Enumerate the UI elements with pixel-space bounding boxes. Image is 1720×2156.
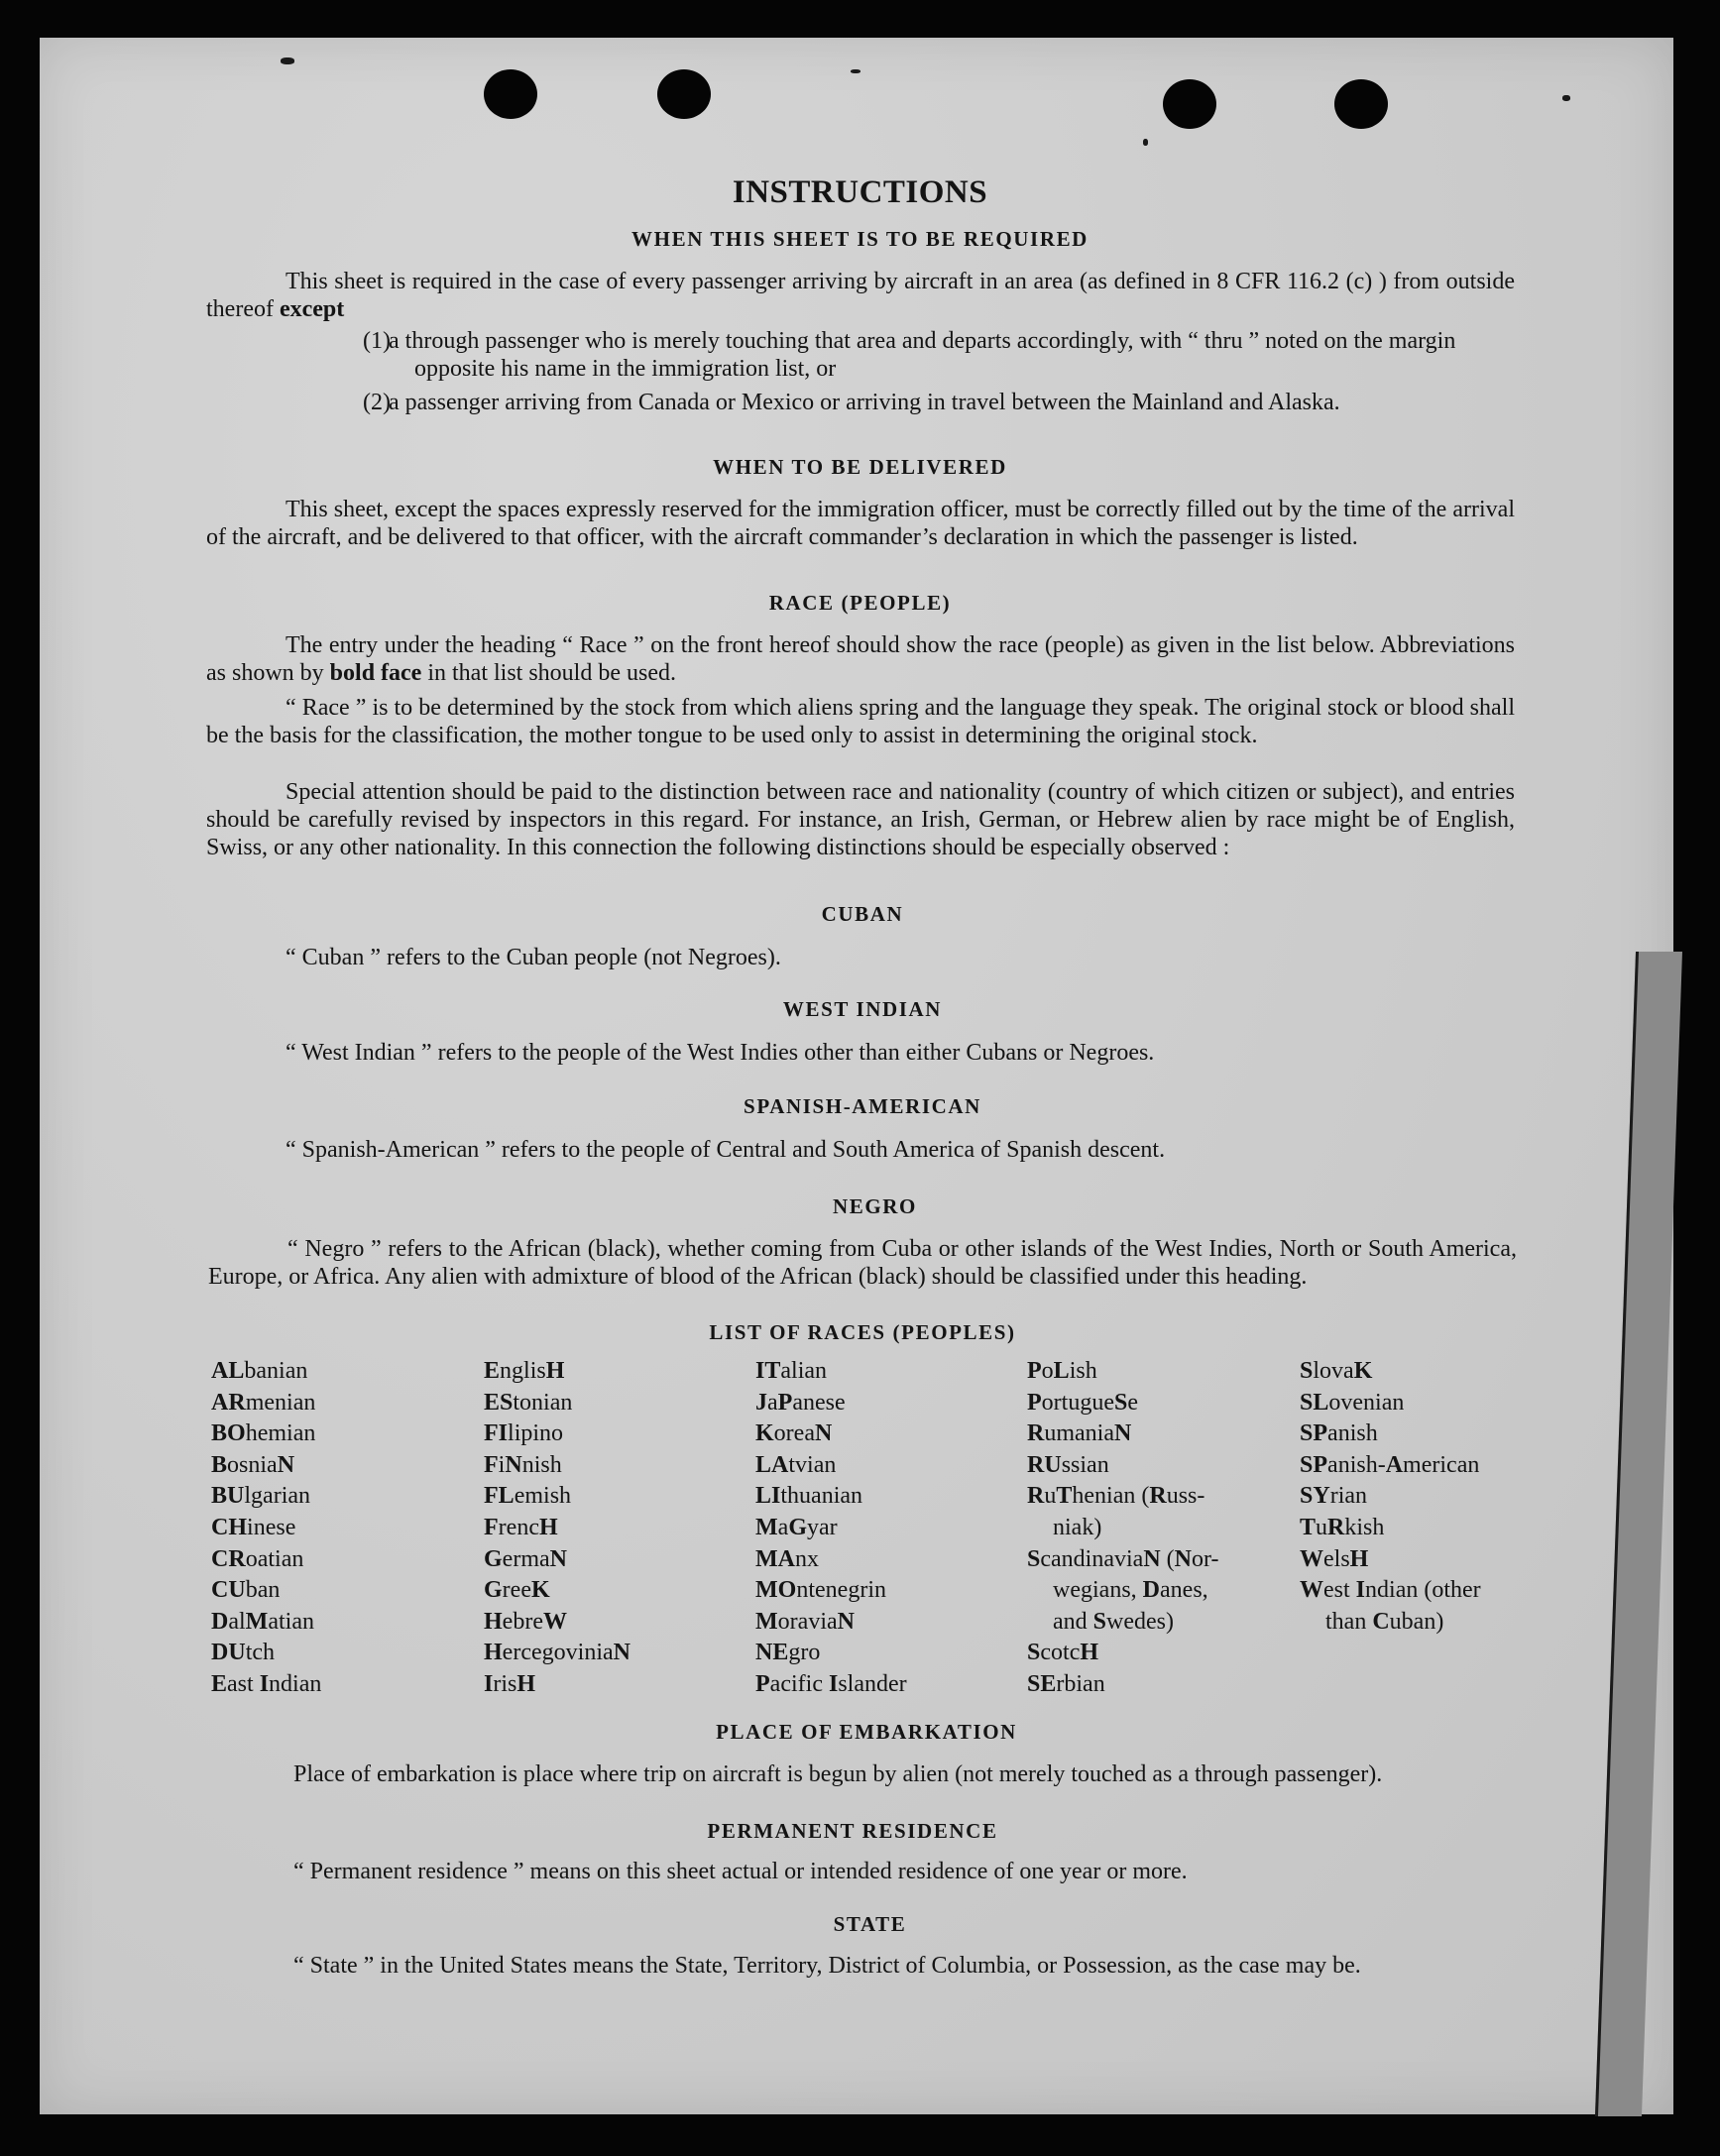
required-item-text: a through passenger who is merely touching that area and departs accordingly, with “ thru ” noted on the margin opposite his name in the immigration list, or — [389, 328, 1456, 382]
race-entry: HercegoviniaN — [484, 1640, 631, 1666]
race-entry: HebreW — [484, 1608, 567, 1635]
section-heading-delivered: WHEN TO BE DELIVERED — [713, 455, 1007, 479]
race-entry: Pacific Islander — [755, 1670, 907, 1697]
section-heading-cuban: CUBAN — [821, 902, 904, 926]
race-entry: FIlipino — [484, 1420, 564, 1447]
required-item-1 — [363, 327, 1515, 387]
residence-text: “ Permanent residence ” means on this sheet actual or intended residence of one year or more. — [293, 1859, 1188, 1884]
race-entry: LIthuanian — [755, 1483, 863, 1510]
race-entry: JaPanese — [755, 1389, 846, 1416]
race-entry: RUssian — [1027, 1451, 1109, 1478]
race-paragraph-3: Special attention should be paid to the distinction between race and nationality (country of which citizen or subject), and entries should be carefully revised by inspectors in this regard. For instance, an Irish, German, or Hebrew alien by race might be of English, Swiss, or any other nationality. In this connection the following distinctions should be especially observed : — [206, 779, 1515, 860]
race-column — [1027, 1356, 1219, 1701]
race-entry: niak) — [1053, 1514, 1102, 1540]
west-indian-text: “ West Indian ” refers to the people of the West Indies other than either Cubans or Negroes. — [286, 1040, 1155, 1066]
section-heading-negro: NEGRO — [832, 1194, 917, 1218]
required-intro-text: This sheet is required in the case of every passenger arriving by aircraft in an area (as defined in 8 CFR 116.2 (c) ) from outside thereof — [206, 269, 1515, 322]
section-heading-spanish-american: SPANISH-AMERICAN — [744, 1094, 981, 1118]
required-intro — [206, 268, 1515, 323]
cuban-text: “ Cuban ” refers to the Cuban people (not Negroes). — [286, 945, 781, 970]
section-heading-residence: PERMANENT RESIDENCE — [707, 1819, 998, 1843]
race-column — [211, 1356, 321, 1701]
required-intro-except: except — [279, 296, 345, 322]
race-entry: MaGyar — [755, 1514, 838, 1540]
race-entry: ITalian — [755, 1358, 828, 1384]
section-heading-list-of-races: LIST OF RACES (PEOPLES) — [709, 1320, 1016, 1344]
race-entry: ALbanian — [211, 1358, 308, 1384]
race-entry: than Cuban) — [1325, 1608, 1444, 1635]
race-entry: SPanish-American — [1300, 1451, 1480, 1478]
race-p1-bold-face: bold face — [329, 660, 422, 686]
race-entry: ARmenian — [211, 1389, 316, 1416]
race-entry: DUtch — [211, 1640, 276, 1666]
race-paragraph-1 — [206, 631, 1515, 687]
section-heading-embarkation: PLACE OF EMBARKATION — [716, 1720, 1017, 1744]
race-entry: MoraviaN — [755, 1608, 855, 1635]
race-entry: KoreaN — [755, 1420, 833, 1447]
race-entry: IrisH — [484, 1670, 536, 1697]
race-entry: ScandinaviaN (Nor- — [1027, 1545, 1219, 1572]
race-entry: GreeK — [484, 1577, 550, 1604]
race-entry: SLovenian — [1300, 1389, 1405, 1416]
spanish-american-text: “ Spanish-American ” refers to the people of Central and South America of Spanish descent. — [286, 1137, 1166, 1163]
race-entry: GermaN — [484, 1545, 567, 1572]
race-entry: CHinese — [211, 1514, 296, 1540]
race-entry: BOhemian — [211, 1420, 316, 1447]
race-entry: ScotcH — [1027, 1640, 1099, 1666]
race-entry: CUban — [211, 1577, 281, 1604]
delivered-text: This sheet, except the spaces expressly reserved for the immigration officer, must be correctly filled out by the time of the arrival of the aircraft, and be delivered to that officer, with the aircraft commander’s declaration in which the passenger is listed. — [206, 497, 1515, 550]
race-column — [1300, 1356, 1481, 1638]
race-entry: MAnx — [755, 1545, 819, 1572]
race-entry: SErbian — [1027, 1670, 1105, 1697]
section-heading-state: STATE — [833, 1912, 907, 1936]
race-entry: TuRkish — [1300, 1514, 1385, 1540]
negro-text: “ Negro ” refers to the African (black), whether coming from Cuba or other islands of the West Indies, North or South America, Europe, or Africa. Any alien with admixture of blood of the African (black) should be classified under this heading. — [208, 1236, 1517, 1290]
section-heading-race: RACE (PEOPLE) — [768, 591, 952, 615]
race-entry: FiNnish — [484, 1451, 562, 1478]
page-title: INSTRUCTIONS — [732, 174, 988, 210]
race-entry: RumaniaN — [1027, 1420, 1132, 1447]
race-entry: EStonian — [484, 1389, 573, 1416]
race-entry: SYrian — [1300, 1483, 1368, 1510]
race-entry: NEgro — [755, 1640, 821, 1666]
required-item-text: a passenger arriving from Canada or Mexico or arriving in travel between the Mainland and Alaska. — [389, 390, 1340, 415]
race-entry: FLemish — [484, 1483, 572, 1510]
race-entry: West Indian (other — [1300, 1577, 1481, 1604]
race-entry: wegians, Danes, — [1053, 1577, 1208, 1604]
race-entry: BosniaN — [211, 1451, 295, 1478]
race-entry: EnglisH — [484, 1358, 565, 1384]
race-entry: MOntenegrin — [755, 1577, 886, 1604]
section-heading-west-indian: WEST INDIAN — [782, 997, 943, 1021]
race-column — [755, 1356, 907, 1701]
race-entry: BUlgarian — [211, 1483, 311, 1510]
race-entry: East Indian — [211, 1670, 322, 1697]
race-paragraph-2: “ Race ” is to be determined by the stock from which aliens spring and the language they speak. The original stock or blood shall be the basis for the classification, the mother tongue to be used only to assist in determining the original stock. — [206, 695, 1515, 748]
race-entry: LAtvian — [755, 1451, 837, 1478]
required-item-number: (2) — [363, 390, 391, 415]
state-text: “ State ” in the United States means the State, Territory, District of Columbia, or Possession, as the case may be. — [293, 1953, 1361, 1979]
race-entry: PortugueSe — [1027, 1389, 1139, 1416]
race-entry: RuThenian (Russ- — [1027, 1483, 1205, 1510]
required-item-number: (1) — [363, 328, 391, 354]
section-heading-required: WHEN THIS SHEET IS TO BE REQUIRED — [631, 227, 1089, 251]
race-p1-text-end: in that list should be used. — [427, 660, 676, 686]
race-entry: CRoatian — [211, 1545, 304, 1572]
race-entry: DalMatian — [211, 1608, 314, 1635]
race-entry: SPanish — [1300, 1420, 1378, 1447]
race-entry: SlovaK — [1300, 1358, 1373, 1384]
required-item-2 — [363, 389, 1515, 448]
embarkation-text: Place of embarkation is place where trip on aircraft is begun by alien (not merely touched as a through passenger). — [293, 1761, 1383, 1787]
race-entry: and Swedes) — [1053, 1608, 1175, 1635]
race-p1-text: The entry under the heading “ Race ” on the front hereof should show the race (people) as given in the list below. Abbreviations as shown by — [206, 632, 1515, 686]
race-column — [484, 1356, 631, 1701]
race-entry: WelsH — [1300, 1545, 1369, 1572]
race-entry: FrencH — [484, 1514, 558, 1540]
race-entry: PoLish — [1027, 1358, 1097, 1384]
